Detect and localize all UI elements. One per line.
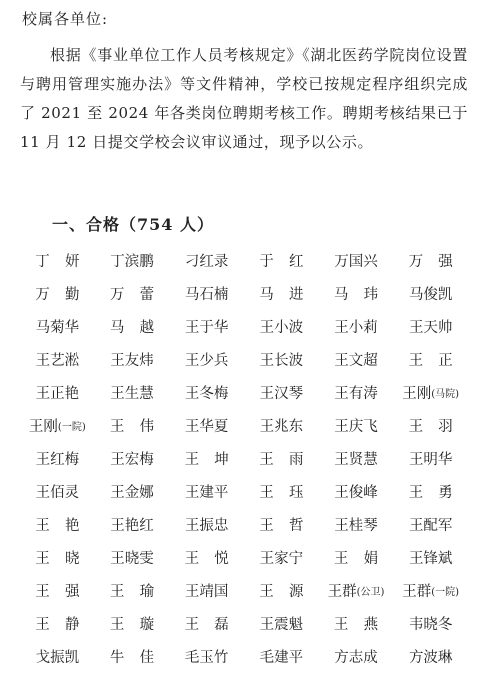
name-entry: 王群 (公卫) [327, 584, 385, 600]
name-entry: 王家宁 [259, 551, 304, 567]
name-entry: 王震魁 [259, 617, 304, 633]
name-entry: 王明华 [408, 452, 453, 468]
name-entry: 方波琳 [408, 650, 453, 666]
name-entry: 王天帅 [408, 320, 453, 336]
name-entry: 王艺淞 [35, 353, 80, 369]
name-entry: 万强 [408, 254, 469, 270]
name-entry: 毛建平 [259, 650, 304, 666]
name-entry: 王源 [259, 584, 319, 600]
name-entry: 王伟 [109, 419, 170, 435]
name-entry: 王小波 [259, 320, 304, 336]
name-entry: 王生慧 [110, 386, 154, 402]
name-entry: 丁妍 [35, 254, 95, 270]
name-entry: 王磊 [184, 617, 245, 633]
name-entry: 王桂琴 [334, 518, 378, 534]
name-entry: 王艳红 [110, 518, 154, 534]
body-paragraph: 根据《事业单位工作人员考核规定》《湖北医药学院岗位设置与聘用管理实施办法》等文件精神，学校已按规定程序组织完成了 2021 至 2024 年各类岗位聘期考核工作。聘期考核结果已于 11 月 12 日提交学校会议审议通过，现予以公示。 [20, 46, 468, 151]
name-entry: 王勇 [408, 485, 469, 501]
name-entry: 王红梅 [35, 452, 80, 468]
name-entry: 王兆东 [259, 419, 304, 435]
name-entry: 万勤 [35, 287, 95, 303]
name-entry: 王刚 (马院) [402, 386, 460, 402]
name-entry: 王燕 [333, 617, 394, 633]
name-entry: 王璇 [109, 617, 170, 633]
name-entry: 王强 [35, 584, 95, 600]
name-entry: 王友炜 [110, 353, 154, 369]
name-entry: 王金娜 [110, 485, 154, 501]
name-entry: 丁滨鹏 [110, 254, 154, 270]
name-entry: 马俊凯 [408, 287, 453, 303]
name-entry: 王文超 [334, 353, 378, 369]
name-entry: 王锋斌 [408, 551, 453, 567]
name-entry: 王静 [35, 617, 95, 633]
name-entry: 马石楠 [184, 287, 229, 303]
name-entry: 韦晓冬 [408, 617, 453, 633]
name-entry: 王长波 [259, 353, 304, 369]
name-entry: 马菊华 [35, 320, 80, 336]
name-entry: 马玮 [333, 287, 394, 303]
name-entry: 王于华 [184, 320, 229, 336]
name-entry: 毛玉竹 [184, 650, 229, 666]
name-entry: 王配军 [408, 518, 453, 534]
name-entry: 王正 [408, 353, 469, 369]
name-entry: 王瑜 [109, 584, 170, 600]
name-entry: 王振忠 [184, 518, 229, 534]
name-entry: 王正艳 [35, 386, 80, 402]
section-heading: 一、合格（754 人） [52, 215, 214, 234]
name-entry: 王娟 [333, 551, 394, 567]
name-entry: 王建平 [184, 485, 229, 501]
name-entry: 王靖国 [184, 584, 229, 600]
name-entry: 王少兵 [184, 353, 229, 369]
name-entry: 王群 (一院) [402, 584, 460, 600]
name-entry: 王晓雯 [110, 551, 154, 567]
name-entry: 王俊峰 [334, 485, 378, 501]
name-entry: 王悦 [184, 551, 245, 567]
name-entry: 王佰灵 [35, 485, 80, 501]
name-list [20, 244, 469, 673]
name-entry: 王冬梅 [184, 386, 229, 402]
name-entry: 王华夏 [184, 419, 229, 435]
name-entry: 王贤慧 [334, 452, 378, 468]
name-entry: 王晓 [35, 551, 95, 567]
name-entry: 王刚 (一院) [28, 419, 86, 435]
salutation: 校属各单位: [22, 10, 109, 28]
name-entry: 牛佳 [109, 650, 170, 666]
name-entry: 王小莉 [334, 320, 378, 336]
name-entry: 于红 [259, 254, 319, 270]
name-entry: 马进 [259, 287, 319, 303]
name-entry: 王珏 [259, 485, 319, 501]
name-entry: 万国兴 [334, 254, 378, 270]
name-entry: 王羽 [408, 419, 469, 435]
name-entry: 王宏梅 [110, 452, 154, 468]
name-entry: 万蕾 [109, 287, 170, 303]
name-entry: 方志成 [334, 650, 378, 666]
name-entry: 马越 [109, 320, 170, 336]
name-entry: 王坤 [184, 452, 245, 468]
name-entry: 王艳 [35, 518, 95, 534]
name-entry: 王雨 [259, 452, 319, 468]
name-entry: 王庆飞 [334, 419, 378, 435]
name-entry: 王汉琴 [259, 386, 304, 402]
name-entry: 刁红录 [184, 254, 229, 270]
name-entry: 戈振凯 [35, 650, 80, 666]
name-entry: 王有涛 [334, 386, 378, 402]
name-entry: 王哲 [259, 518, 319, 534]
